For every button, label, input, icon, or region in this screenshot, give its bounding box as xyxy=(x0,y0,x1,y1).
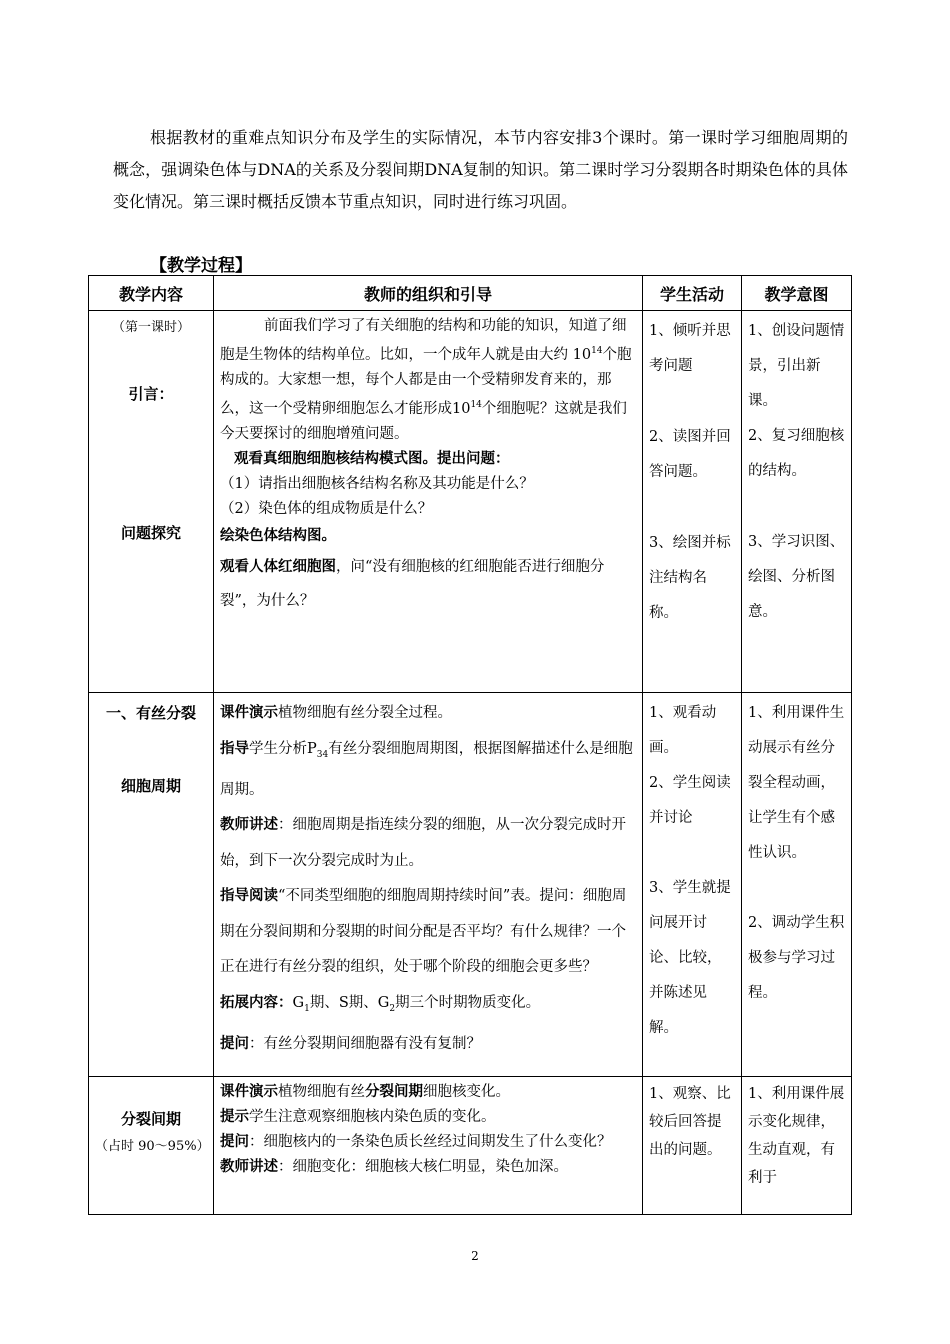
intent-1: 1、利用课件生动展示有丝分裂全程动画，让学生有个感性认识。 xyxy=(748,705,845,861)
inquiry-label: 问题探究 xyxy=(120,524,181,542)
guide-text-1: 学生分析P xyxy=(249,740,317,757)
read-text: “不同类型细胞的细胞周期持续时间”表。提问：细胞周期在分裂间期和分裂期的时间分配是否平均？有什么规律？一个正在进行有丝分裂的组织，处于哪个阶段的细胞会更多些？ xyxy=(220,888,627,976)
intro-paragraph: 根据教材的重难点知识分布及学生的实际情况，本节内容安排3个课时。第一课时学习细胞周期的概念，强调染色体与DNA的关系及分裂间期DNA复制的知识。第二课时学习分裂期各时期染色体的具体变化情况。第三课时概括反馈本节重点知识，同时进行练习巩固。 xyxy=(113,128,848,211)
student-activity-2: 2、学生阅读并讨论 xyxy=(649,775,731,826)
ext-text-3: 期三个时期物质变化。 xyxy=(395,994,541,1011)
rbc-bold: 观看人体红细胞图 xyxy=(220,558,336,575)
read-line xyxy=(220,879,636,986)
explain-line xyxy=(220,1155,636,1180)
ask-line xyxy=(220,1130,636,1155)
header-teacher: 教师的组织和引导 xyxy=(214,276,643,311)
rbc-text: ，问“没有细胞核的红细胞能否进行细胞分裂”，为什么？ xyxy=(220,558,605,609)
row3-student xyxy=(643,1077,742,1215)
observe-heading: 观看真细胞细胞核结构模式图。提出问题： xyxy=(234,450,510,467)
page-number: 2 xyxy=(471,1249,479,1263)
intent-3: 3、学习识图、绘图、分析图意。 xyxy=(748,534,845,620)
student-activity-1: 1、倾听并思考问题 xyxy=(649,323,731,374)
student-activity-2: 2、读图并回答问题。 xyxy=(649,429,731,480)
row2-teacher xyxy=(214,693,643,1077)
ask-bold: 提问 xyxy=(220,1036,249,1053)
row3-teacher xyxy=(214,1077,643,1215)
student-activity-3: 3、学生就提问展开讨论、比较，并陈述见解。 xyxy=(649,880,731,1036)
ext-bold: 拓展内容： xyxy=(220,994,293,1011)
intent-2: 2、复习细胞核的结构。 xyxy=(748,428,845,479)
guide-sub: 34 xyxy=(316,749,329,760)
rbc-question xyxy=(220,550,636,618)
intro-text-1: 前面我们学习了有关细胞的结构和功能的知识，知道了细胞是生物体的结构单位。比如，一个成年人就是由大约 10 xyxy=(220,318,627,363)
section-title: 【教学过程】 xyxy=(150,256,252,276)
ask-text: ：有丝分裂期间细胞器有没有复制？ xyxy=(249,1036,481,1053)
demo-bold: 课件演示 xyxy=(220,705,278,721)
guide-bold: 指导 xyxy=(220,740,249,757)
intent-1: 1、创设问题情景，引出新课。 xyxy=(748,323,845,409)
header-student: 学生活动 xyxy=(643,276,742,311)
intro-sup-2: 14 xyxy=(470,399,482,410)
ask-text: ：细胞核内的一条染色质长丝经过间期发生了什么变化？ xyxy=(249,1134,612,1150)
ext-sub-2: 2 xyxy=(389,1003,396,1014)
student-activity-3: 3、绘图并标注结构名称。 xyxy=(649,535,731,621)
explain-line xyxy=(220,808,636,879)
hint-line xyxy=(220,1105,636,1130)
interphase-label: 分裂间期 xyxy=(120,1110,181,1128)
intro-text xyxy=(113,122,848,218)
table-header-row xyxy=(89,276,852,311)
explain-text: ：细胞变化：细胞核大核仁明显，染色加深。 xyxy=(278,1159,568,1175)
intro-text-2: 个胞构成的。大家想一想，每个人都是由一个受精卵发育来的，那么，这一个受精卵细胞怎么才能形成10 xyxy=(220,346,632,417)
table-row xyxy=(89,1077,852,1215)
ext-text-1: G xyxy=(292,994,305,1011)
explain-text: ：细胞周期是指连续分裂的细胞，从一次分裂完成时开始，到下一次分裂完成时为止。 xyxy=(220,817,626,869)
cell-cycle-label: 细胞周期 xyxy=(120,777,181,795)
guide-line xyxy=(220,732,636,809)
row1-teacher xyxy=(214,311,643,693)
hint-bold: 提示 xyxy=(220,1109,249,1125)
intro-paragraph-block xyxy=(220,314,636,447)
intro-text-3: 个细胞呢？这就是我们今天要探讨的细胞增殖问题。 xyxy=(220,400,627,442)
row1-intent xyxy=(742,311,852,693)
intro-sup-1: 14 xyxy=(591,346,603,356)
ext-text-2: 期、S期、G xyxy=(309,994,390,1011)
intent-1: 1、利用课件展示变化规律，生动直观，有利于 xyxy=(748,1086,845,1186)
explain-bold: 教师讲述 xyxy=(220,817,278,834)
row3-topic xyxy=(89,1077,214,1215)
ext-sub-1: 1 xyxy=(304,1003,310,1014)
hint-text: 学生注意观察细胞核内染色质的变化。 xyxy=(249,1109,496,1125)
row2-intent xyxy=(742,693,852,1077)
demo-line xyxy=(220,696,636,732)
mitosis-label: 一、有丝分裂 xyxy=(105,704,196,722)
header-intent: 教学意图 xyxy=(742,276,852,311)
guide-text-2: 有丝分裂细胞周期图，根据图解描述什么是细胞周期。 xyxy=(220,740,633,798)
draw-chromosome: 绘染色体结构图。 xyxy=(220,527,336,544)
explain-bold: 教师讲述 xyxy=(220,1159,278,1175)
interphase-duration: （占时 90～95%） xyxy=(95,1139,210,1154)
intro-label: 引言： xyxy=(128,385,174,403)
question-2: （2）染色体的组成物质是什么？ xyxy=(220,500,433,517)
ask-bold: 提问 xyxy=(220,1134,249,1150)
row2-topic xyxy=(89,693,214,1077)
demo-text-2: 细胞核变化。 xyxy=(423,1084,510,1100)
demo-bold-2: 分裂间期 xyxy=(365,1084,423,1100)
row2-student xyxy=(643,693,742,1077)
lesson-label: （第一课时） xyxy=(111,320,190,335)
student-activity-1: 1、观察、比较后回答提出的问题。 xyxy=(649,1086,731,1158)
row3-intent xyxy=(742,1077,852,1215)
extension-line xyxy=(220,986,636,1027)
row1-student xyxy=(643,311,742,693)
intent-2: 2、调动学生积极参与学习过程。 xyxy=(748,915,845,1001)
student-activity-1: 1、观看动画。 xyxy=(649,705,717,756)
row1-topic xyxy=(89,311,214,693)
teaching-process-table xyxy=(88,275,852,1215)
table-row xyxy=(89,311,852,693)
header-content: 教学内容 xyxy=(89,276,214,311)
demo-text-1: 植物细胞有丝 xyxy=(278,1084,365,1100)
read-bold: 指导阅读 xyxy=(220,888,278,905)
demo-bold: 课件演示 xyxy=(220,1084,278,1100)
question-1: （1）请指出细胞核各结构名称及其功能是什么？ xyxy=(220,475,534,492)
table-row xyxy=(89,693,852,1077)
demo-line xyxy=(220,1080,636,1105)
ask-line xyxy=(220,1027,636,1063)
demo-text: 植物细胞有丝分裂全过程。 xyxy=(278,705,452,721)
